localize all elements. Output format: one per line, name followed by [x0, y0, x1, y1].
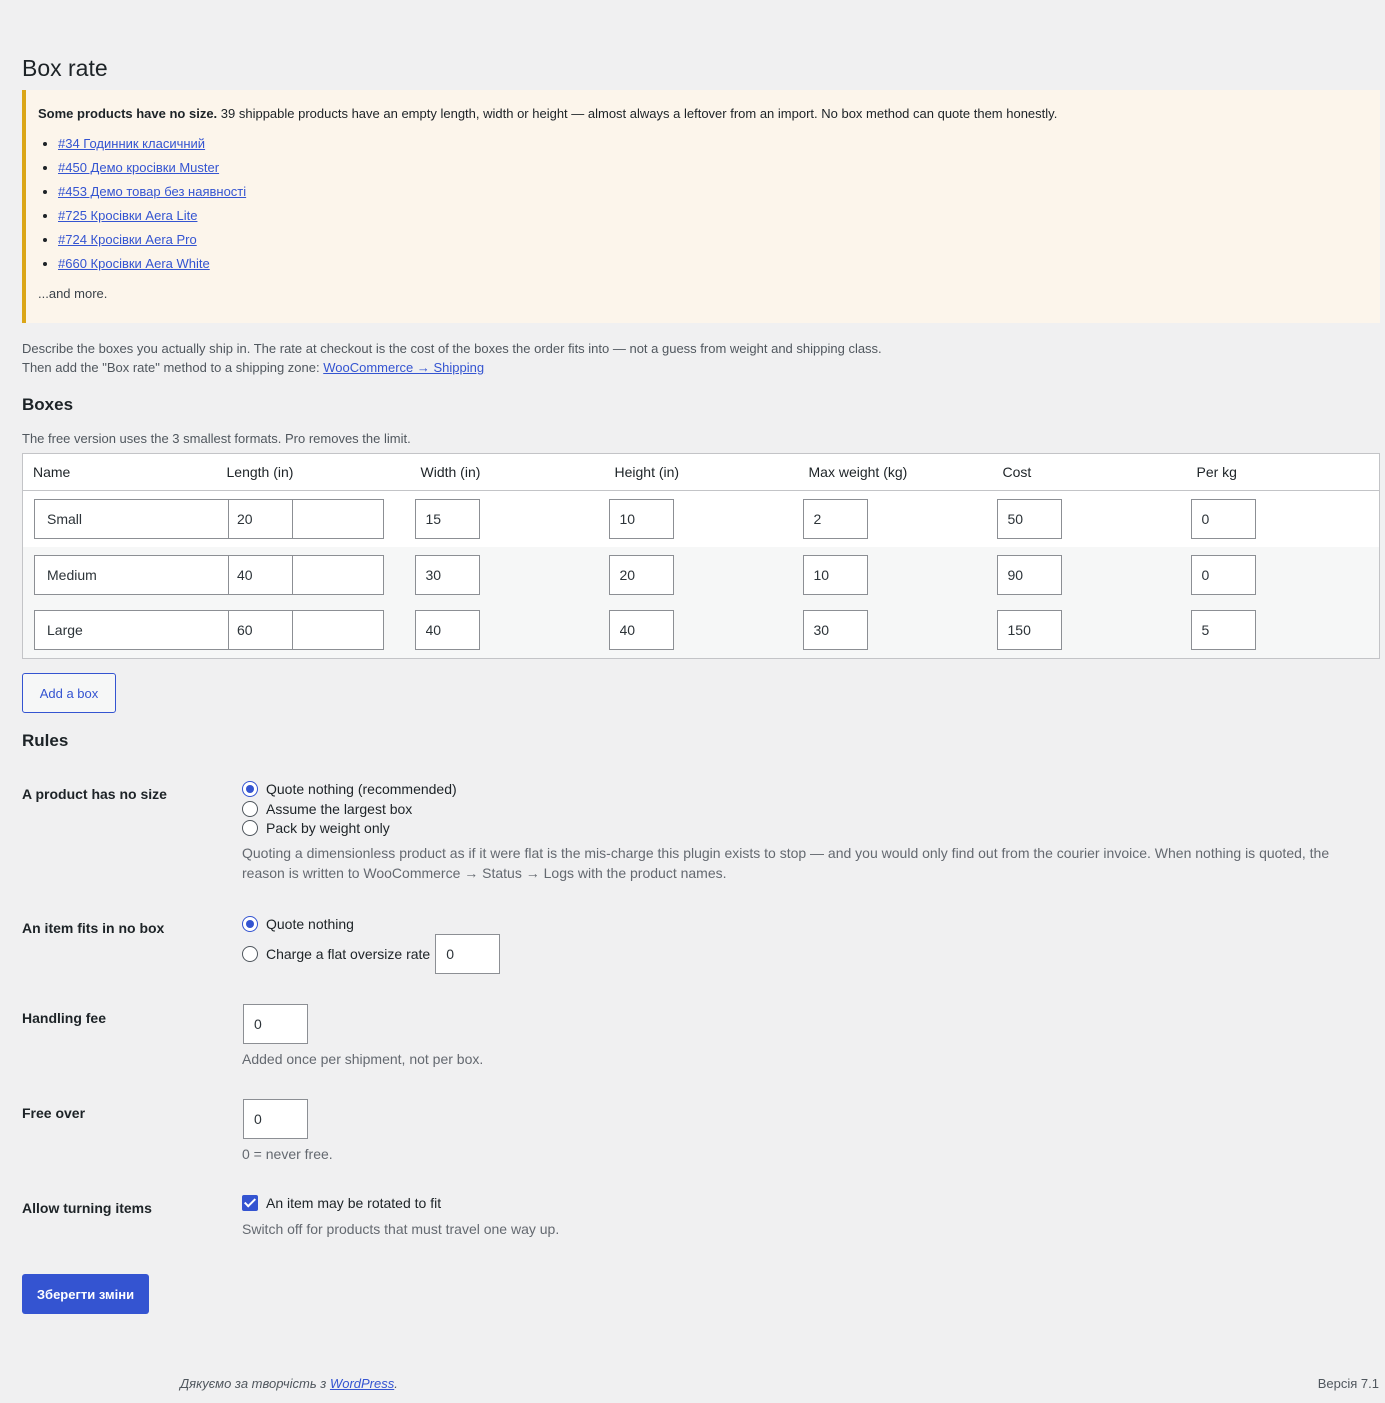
- no-box-option-oversize[interactable]: [242, 934, 500, 974]
- name-length-cell: [23, 491, 411, 547]
- name-length-cell: [23, 603, 411, 659]
- list-item: [58, 184, 1368, 200]
- allow-turning-help: Switch off for products that must travel one way up.: [242, 1221, 560, 1237]
- width-cell: [411, 603, 605, 659]
- box-length-extra-input[interactable]: [292, 610, 384, 650]
- box-cost-input[interactable]: [997, 610, 1062, 650]
- option-label: Charge a flat oversize rate: [266, 946, 431, 962]
- table-row: [23, 547, 1380, 603]
- radio-selected-icon[interactable]: [242, 781, 258, 797]
- product-list: [38, 136, 1368, 272]
- no-box-label: An item fits in no box: [22, 920, 165, 936]
- name-length-cell: [23, 547, 411, 603]
- handling-fee-label: Handling fee: [22, 1010, 107, 1026]
- product-link[interactable]: #34 Годинник класичний: [58, 136, 206, 151]
- box-length-extra-input[interactable]: [292, 555, 384, 595]
- handling-fee-input[interactable]: [243, 1004, 308, 1044]
- box-width-input[interactable]: [415, 610, 480, 650]
- width-cell: [411, 491, 605, 547]
- box-max-weight-input[interactable]: [803, 499, 868, 539]
- box-per-kg-input[interactable]: [1191, 555, 1256, 595]
- handling-fee-help: Added once per shipment, not per box.: [242, 1051, 484, 1067]
- add-box-button[interactable]: Add a box: [22, 673, 116, 713]
- radio-selected-icon[interactable]: [242, 916, 258, 932]
- allow-turning-checkbox[interactable]: [242, 1195, 441, 1211]
- box-name-input[interactable]: [34, 499, 229, 539]
- checkbox-checked-icon[interactable]: [242, 1195, 258, 1211]
- box-width-input[interactable]: [415, 499, 480, 539]
- radio-icon[interactable]: [242, 820, 258, 836]
- product-link[interactable]: #725 Кросівки Aera Lite: [58, 208, 198, 223]
- boxes-note: The free version uses the 3 smallest formats. Pro removes the limit.: [22, 431, 411, 446]
- notice-text: [38, 104, 1368, 124]
- table-row: [23, 491, 1380, 547]
- option-label: Pack by weight only: [266, 820, 390, 836]
- max-weight-cell: [799, 603, 993, 659]
- oversize-rate-input[interactable]: [435, 934, 500, 974]
- option-label: Assume the largest box: [266, 801, 413, 817]
- list-item: [58, 256, 1368, 272]
- box-name-input[interactable]: [34, 610, 229, 650]
- rules-heading: Rules: [22, 731, 69, 750]
- intro-line-2: [22, 358, 882, 377]
- height-cell: [605, 603, 799, 659]
- col-max-weight: Max weight (kg): [799, 454, 993, 491]
- product-link[interactable]: #453 Демо товар без наявності: [58, 184, 247, 199]
- no-size-help: [242, 843, 1329, 883]
- no-size-label: A product has no size: [22, 786, 167, 802]
- height-cell: [605, 491, 799, 547]
- height-cell: [605, 547, 799, 603]
- free-over-label: Free over: [22, 1105, 86, 1121]
- allow-turning-label: Allow turning items: [22, 1200, 152, 1216]
- box-height-input[interactable]: [609, 610, 674, 650]
- box-cost-input[interactable]: [997, 499, 1062, 539]
- cost-cell: [993, 491, 1187, 547]
- boxes-heading: Boxes: [22, 395, 74, 414]
- product-link[interactable]: #724 Кросівки Aera Pro: [58, 232, 197, 247]
- product-link[interactable]: #660 Кросівки Aera White: [58, 256, 210, 271]
- radio-icon[interactable]: [242, 946, 258, 962]
- box-max-weight-input[interactable]: [803, 555, 868, 595]
- intro-line-1: Describe the boxes you actually ship in. The rate at checkout is the cost of the boxes the order fits into — not a guess from weight and shipping class.: [22, 341, 882, 356]
- per-kg-cell: [1187, 547, 1380, 603]
- col-height: Height (in): [605, 454, 799, 491]
- list-item: [58, 136, 1368, 152]
- table-row: [23, 603, 1380, 659]
- intro-text: [22, 339, 882, 377]
- box-name-input[interactable]: [34, 555, 229, 595]
- box-length-input[interactable]: [228, 555, 293, 595]
- list-item: [58, 160, 1368, 176]
- box-height-input[interactable]: [609, 555, 674, 595]
- option-label: Quote nothing (recommended): [266, 781, 457, 797]
- col-cost: Cost: [993, 454, 1187, 491]
- product-link[interactable]: #450 Демо кросівки Muster: [58, 160, 220, 175]
- no-size-option-quote-nothing[interactable]: [242, 781, 457, 797]
- help-line-2: reason is written to WooCommerce → Status → Logs with the product names.: [242, 865, 727, 881]
- boxes-table: [22, 453, 1380, 659]
- box-cost-input[interactable]: [997, 555, 1062, 595]
- box-per-kg-input[interactable]: [1191, 499, 1256, 539]
- radio-icon[interactable]: [242, 801, 258, 817]
- footer-thanks-text: Дякуємо за творчість з: [180, 1376, 330, 1391]
- box-per-kg-input[interactable]: [1191, 610, 1256, 650]
- col-per-kg: Per kg: [1187, 454, 1380, 491]
- col-length: Length (in): [217, 454, 411, 491]
- save-changes-button[interactable]: Зберегти зміни: [22, 1274, 149, 1314]
- box-max-weight-input[interactable]: [803, 610, 868, 650]
- notice-more: ...and more.: [38, 286, 108, 301]
- box-length-input[interactable]: [228, 499, 293, 539]
- col-name: Name: [23, 454, 217, 491]
- cost-cell: [993, 603, 1187, 659]
- box-width-input[interactable]: [415, 555, 480, 595]
- notice-body: 39 shippable products have an empty length, width or height — almost always a leftover from an import. No box method can quote them honestly.: [217, 106, 1058, 121]
- max-weight-cell: [799, 491, 993, 547]
- box-height-input[interactable]: [609, 499, 674, 539]
- footer-version: Версія 7.1: [1317, 1376, 1379, 1391]
- page-title: Box rate: [22, 55, 108, 81]
- per-kg-cell: [1187, 491, 1380, 547]
- list-item: [58, 208, 1368, 224]
- shipping-link[interactable]: WooCommerce → Shipping: [323, 360, 485, 375]
- notice-bold: Some products have no size.: [38, 106, 218, 121]
- help-line-1: Quoting a dimensionless product as if it were flat is the mis-charge this plugin exists to stop — and you would only find out from the courier invoice. When nothing is quoted, the: [242, 845, 1330, 861]
- width-cell: [411, 547, 605, 603]
- warning-notice: [22, 90, 1380, 323]
- cost-cell: [993, 547, 1187, 603]
- no-box-option-quote-nothing[interactable]: [242, 916, 354, 932]
- name-length-group: [34, 555, 384, 595]
- max-weight-cell: [799, 547, 993, 603]
- list-item: [58, 232, 1368, 248]
- free-over-help: 0 = never free.: [242, 1146, 333, 1162]
- footer-dot: .: [394, 1376, 398, 1391]
- per-kg-cell: [1187, 603, 1380, 659]
- col-width: Width (in): [411, 454, 605, 491]
- checkbox-label: An item may be rotated to fit: [266, 1195, 442, 1211]
- name-length-group: [34, 610, 384, 650]
- name-length-group: [34, 499, 384, 539]
- footer-thanks: [180, 1376, 398, 1391]
- table-header-row: [23, 454, 1380, 491]
- free-over-input[interactable]: [243, 1099, 308, 1139]
- box-length-extra-input[interactable]: [292, 499, 384, 539]
- no-size-option-largest-box[interactable]: [242, 801, 412, 817]
- intro-line-2-text: Then add the "Box rate" method to a shipping zone:: [22, 360, 324, 375]
- box-length-input[interactable]: [228, 610, 293, 650]
- wordpress-link[interactable]: WordPress: [329, 1376, 395, 1391]
- no-size-option-weight-only[interactable]: [242, 820, 390, 836]
- option-label: Quote nothing: [266, 916, 354, 932]
